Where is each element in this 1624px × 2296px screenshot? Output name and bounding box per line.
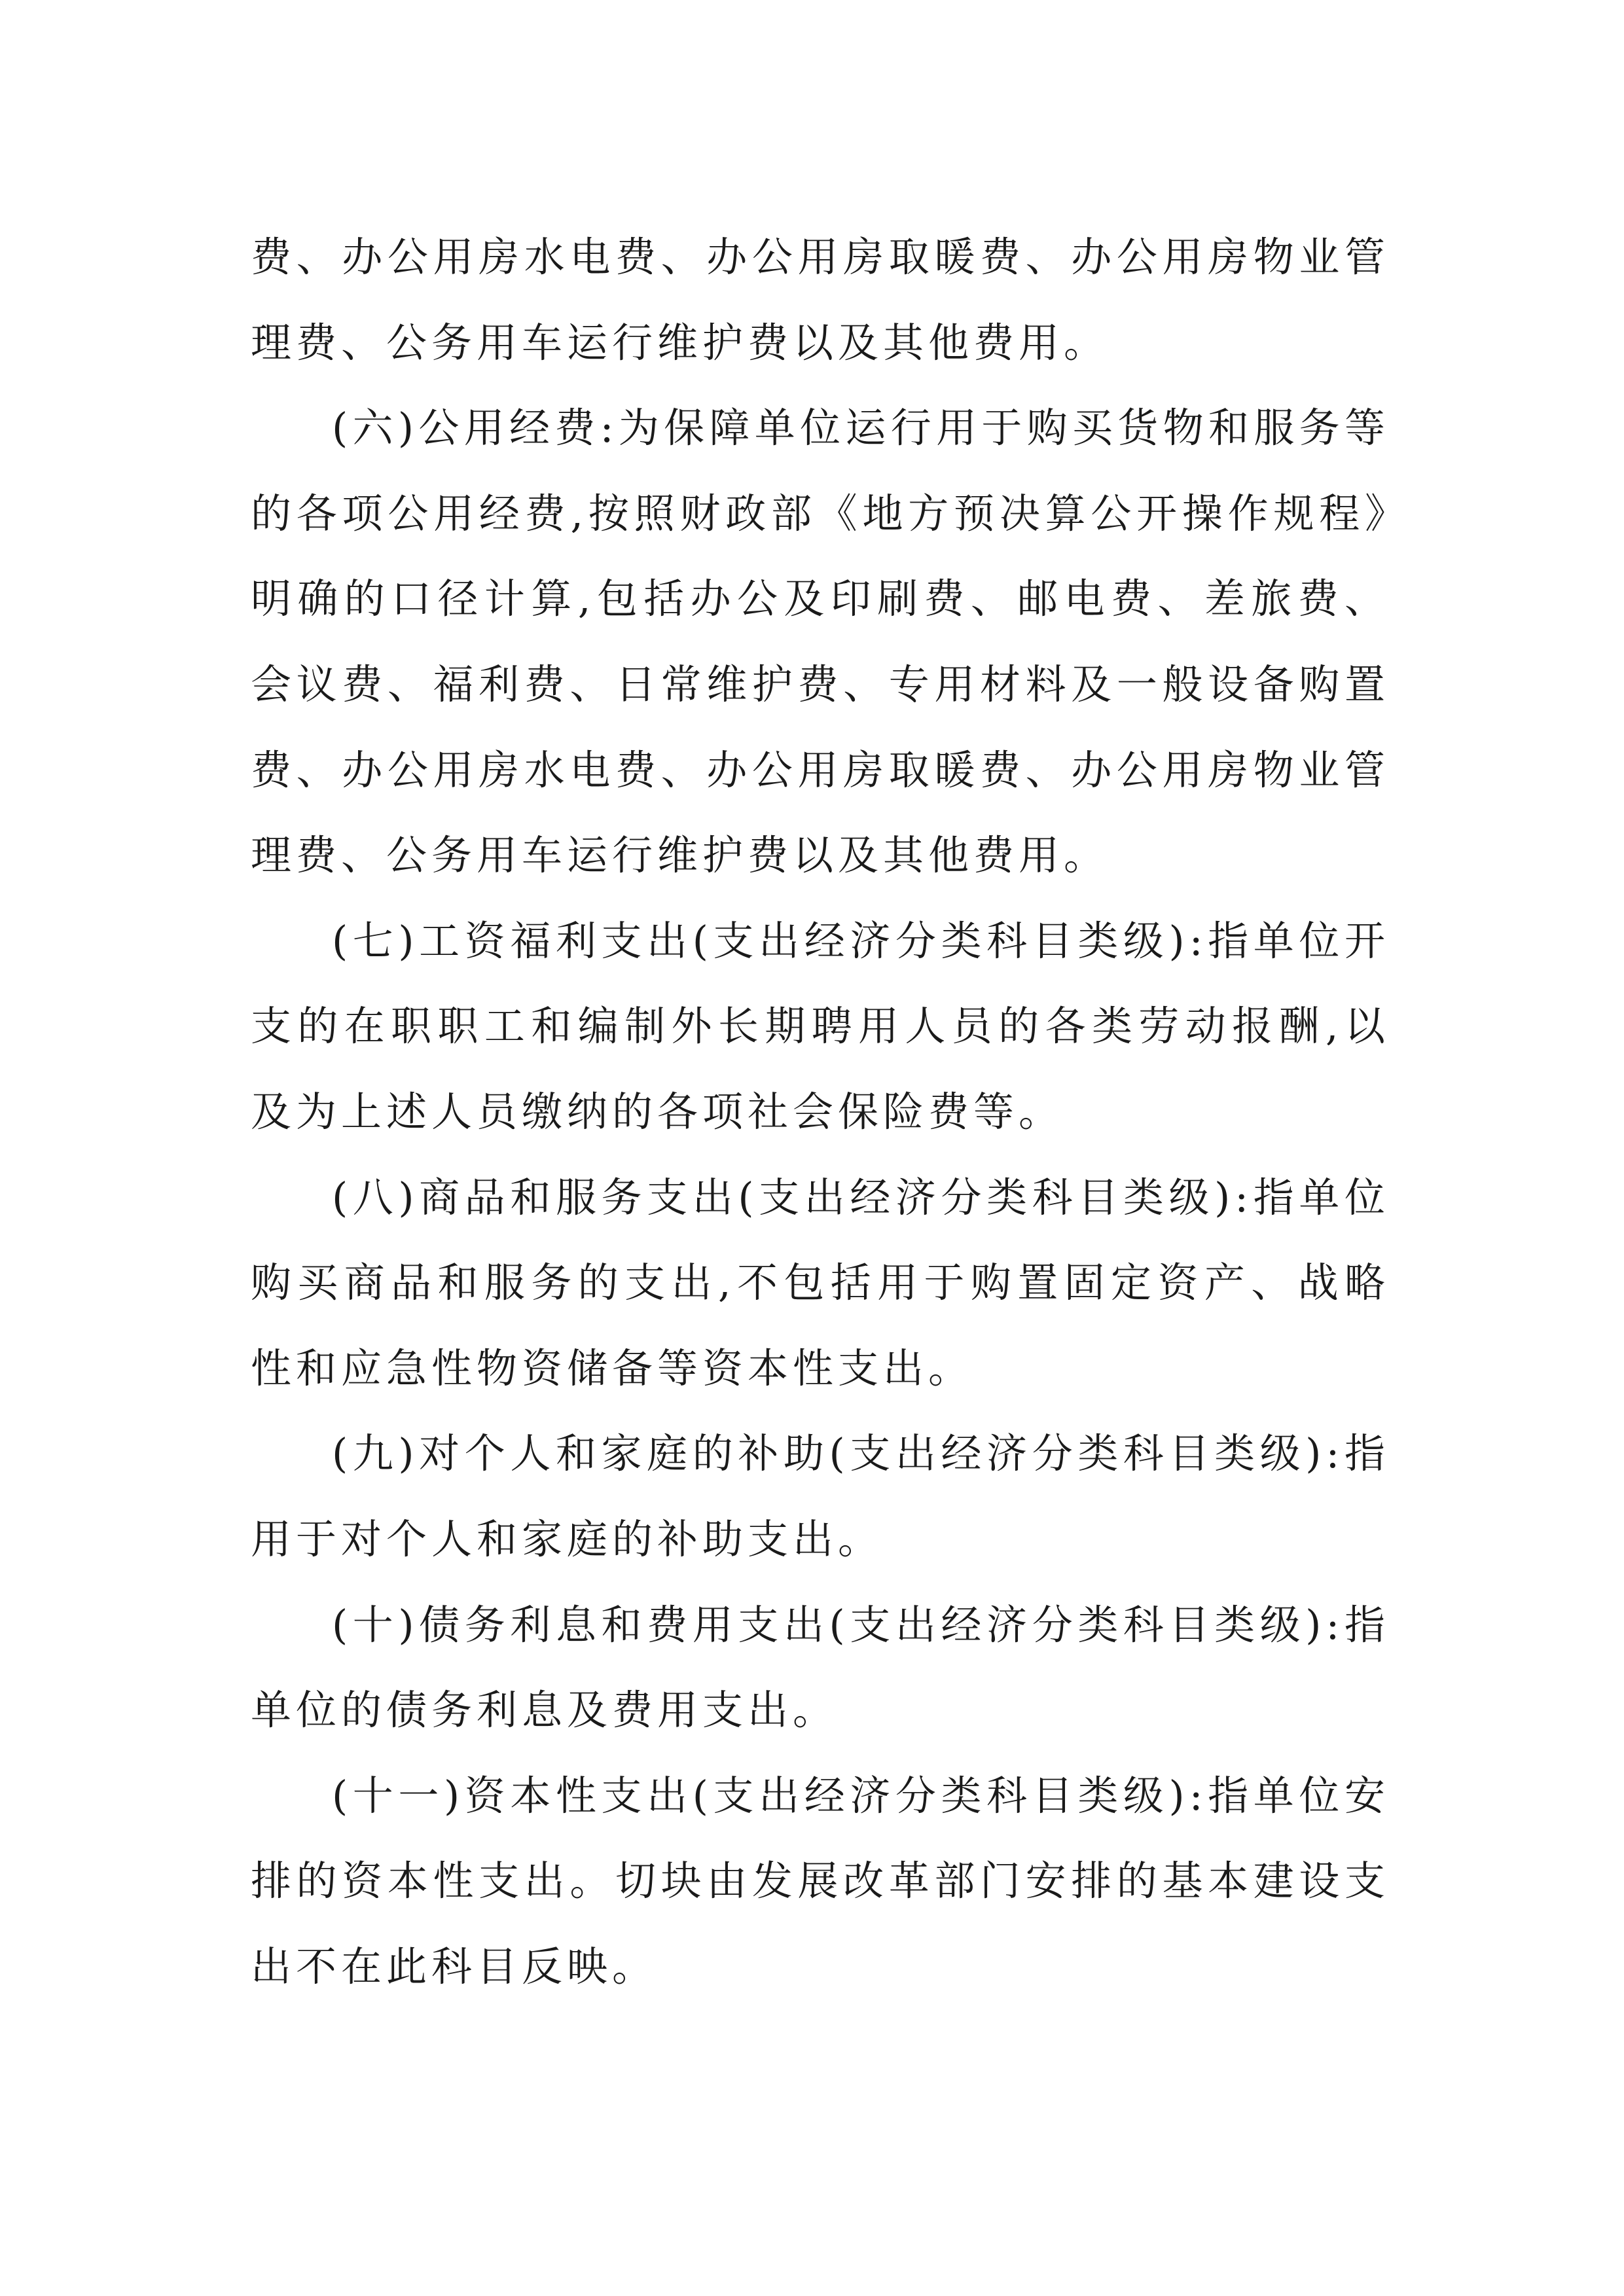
paragraph-public-funds: (六)公用经费:为保障单位运行用于购买货物和服务等的各项公用经费,按照财政部《地方预决算公开操作规程》明确的口径计算,包括办公及印刷费、邮电费、差旅费、会议费、福利费、日常维护费、专用材料及一般设备购置费、办公用房水电费、办公用房取暖费、办公用房物业管理费、公务用车运行维护费以及其他费用。 [251, 404, 1390, 880]
paragraph-continuation: 费、办公用房水电费、办公用房取暖费、办公用房物业管理费、公务用车运行维护费以及其他费用。 [251, 233, 1390, 367]
document-body [251, 215, 1390, 2009]
paragraph-debt-interest-expenditure: (十)债务利息和费用支出(支出经济分类科目类级):指单位的债务利息及费用支出。 [251, 1600, 1390, 1734]
paragraph-capital-expenditure: (十一)资本性支出(支出经济分类科目类级):指单位安排的资本性支出。切块由发展改革部门安排的基本建设支出不在此科目反映。 [251, 1771, 1390, 1990]
paragraph-goods-services-expenditure: (八)商品和服务支出(支出经济分类科目类级):指单位购买商品和服务的支出,不包括用于购置固定资产、战略性和应急性物资储备等资本性支出。 [251, 1173, 1390, 1392]
paragraph-household-subsidies: (九)对个人和家庭的补助(支出经济分类科目类级):指用于对个人和家庭的补助支出。 [251, 1429, 1390, 1563]
paragraph-wage-welfare-expenditure: (七)工资福利支出(支出经济分类科目类级):指单位开支的在职职工和编制外长期聘用人员的各类劳动报酬,以及为上述人员缴纳的各项社会保险费等。 [251, 916, 1390, 1136]
